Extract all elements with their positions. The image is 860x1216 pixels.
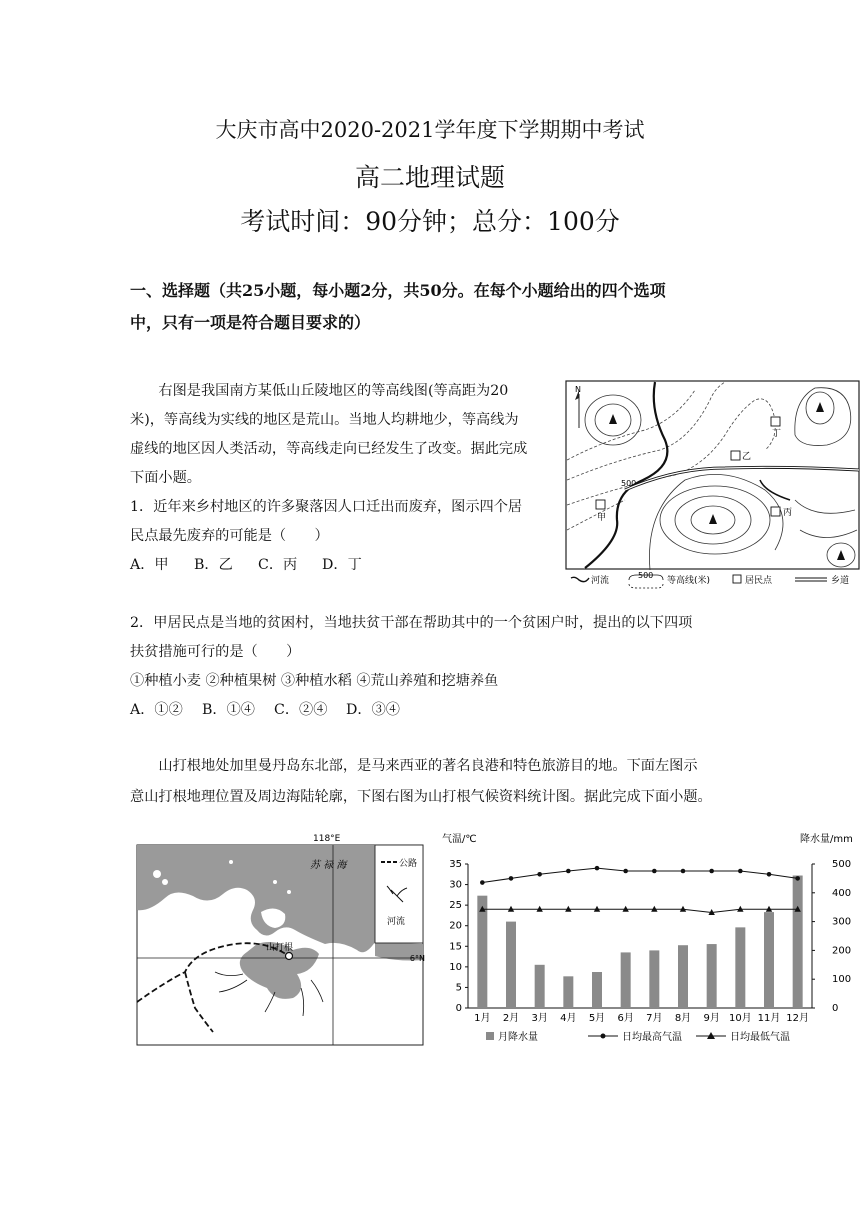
- city-marker: [286, 953, 293, 960]
- passage-2: 山打根地处加里曼丹岛东北部，是马来西亚的著名良港和特色旅游目的地。下面左图示 意山打根地理位置及周边海陆轮廓，下图右图为山打根气候资料统计图。据此完成下面小题。: [130, 758, 712, 805]
- right-tick-label: 300: [832, 916, 852, 928]
- x-tick-label: 7月: [646, 1013, 663, 1024]
- settlement-jia: [596, 500, 605, 509]
- right-tick-label: 0: [832, 1003, 839, 1014]
- sea-label: 苏 禄 海: [310, 860, 347, 871]
- left-tick-label: 10: [449, 961, 462, 973]
- svg-text:丁: 丁: [772, 429, 782, 439]
- left-tick-label: 25: [449, 900, 462, 912]
- option-d[interactable]: D．丁: [322, 557, 362, 573]
- x-tick-label: 3月: [531, 1013, 548, 1024]
- x-tick-label: 11月: [757, 1013, 781, 1024]
- max-temp-point: [623, 869, 628, 874]
- subject-title: 高二地理试题: [354, 163, 505, 192]
- max-temp-point: [795, 876, 800, 881]
- svg-text:乙: 乙: [742, 452, 752, 462]
- svg-text:河流: 河流: [591, 576, 610, 586]
- city-label: 山打根: [266, 943, 294, 953]
- max-temp-point: [509, 876, 514, 881]
- section-heading: 一、选择题（共25小题，每小题2分，共50分。在每个小题给出的四个选项 中，只有一项是符合题目要求的）: [130, 281, 666, 332]
- precip-bar: [563, 976, 573, 1008]
- x-tick-label: 1月: [474, 1013, 491, 1024]
- exam-info: 考试时间：90分钟；总分：100分: [240, 207, 620, 236]
- x-tick-label: 5月: [588, 1013, 606, 1024]
- min-temp-line: [482, 909, 797, 912]
- max-temp-point: [652, 869, 657, 874]
- left-axis-label: 气温/℃: [442, 834, 477, 845]
- left-tick-label: 0: [455, 1003, 462, 1014]
- legend-road: 公路: [399, 859, 418, 869]
- map1-legend: [571, 571, 849, 588]
- max-temp-point: [537, 872, 542, 877]
- x-tick-label: 9月: [703, 1013, 720, 1024]
- option-b[interactable]: B．乙: [194, 557, 233, 573]
- precip-bar: [735, 927, 745, 1008]
- right-tick-label: 100: [832, 974, 852, 986]
- max-temp-point: [566, 869, 571, 874]
- precip-bar: [592, 972, 602, 1008]
- max-temp-point: [738, 869, 743, 874]
- max-temp-point: [480, 880, 485, 885]
- precip-bar: [621, 952, 631, 1008]
- question-1-options: [130, 551, 560, 580]
- svg-text:500: 500: [638, 571, 654, 580]
- right-tick-label: 400: [832, 887, 852, 899]
- north-label: N: [575, 385, 581, 394]
- exam-title: 大庆市高中2020-2021学年度下学期期中考试: [215, 118, 645, 142]
- settlement-yi: [731, 451, 740, 460]
- chart-legend: [486, 1030, 790, 1043]
- svg-text:等高线(米): 等高线(米): [667, 576, 711, 586]
- climate-chart: [428, 832, 860, 1047]
- x-tick-label: 10月: [728, 1013, 752, 1024]
- left-tick-label: 35: [449, 859, 462, 870]
- precip-bar: [764, 912, 774, 1008]
- left-tick-label: 15: [449, 941, 462, 953]
- question-2-items: ①种植小麦 ②种植果树 ③种植水稻 ④荒山养殖和挖塘养鱼: [130, 673, 499, 689]
- longitude-label: 118°E: [313, 834, 341, 844]
- contour-map: [565, 380, 860, 590]
- question-2: 2．甲居民点是当地的贫困村，当地扶贫干部在帮助其中的一个贫困户时，提出的以下四项 扶贫措施可行的是（ ） ①种植小麦 ②种植果树 ③种植水稻 ④荒山养殖和挖塘养鱼 A．①② B．①④ C．②④ D．③④: [130, 609, 750, 725]
- precip-bar: [793, 876, 803, 1008]
- left-tick-label: 5: [455, 982, 462, 994]
- max-temp-point: [681, 869, 686, 874]
- precip-bar: [678, 945, 688, 1008]
- legend-min-temp: 日均最低气温: [730, 1032, 790, 1043]
- precip-bar: [535, 965, 545, 1008]
- max-temp-point: [595, 866, 600, 871]
- x-tick-label: 12月: [786, 1013, 810, 1024]
- settlement-ding: [771, 417, 780, 426]
- left-tick-label: 30: [449, 879, 462, 891]
- max-temp-point: [709, 869, 714, 874]
- x-tick-label: 6月: [617, 1013, 634, 1024]
- svg-text:乡道: 乡道: [831, 576, 850, 586]
- x-tick-label: 4月: [560, 1013, 577, 1024]
- right-tick-label: 200: [832, 945, 852, 957]
- max-temp-point: [767, 872, 772, 877]
- precip-bar: [707, 944, 717, 1008]
- contour-value-label: 500: [621, 479, 637, 488]
- max-temp-line: [482, 868, 797, 882]
- precip-bar: [506, 922, 516, 1008]
- option-a[interactable]: A．①②: [130, 702, 183, 718]
- legend-max-temp: 日均最高气温: [622, 1032, 682, 1043]
- svg-text:丙: 丙: [783, 508, 793, 518]
- sandakan-map: [135, 832, 425, 1047]
- svg-text:甲: 甲: [597, 513, 607, 523]
- option-d[interactable]: D．③④: [346, 702, 400, 718]
- option-a[interactable]: A．甲: [130, 557, 169, 573]
- option-b[interactable]: B．①④: [202, 702, 255, 718]
- legend-precip: 月降水量: [498, 1032, 538, 1043]
- precip-bar: [477, 896, 487, 1008]
- svg-text:居民点: 居民点: [745, 576, 773, 586]
- latitude-label: 6°N: [409, 954, 425, 963]
- question-2-options: [130, 696, 750, 725]
- settlement-bing: [771, 507, 780, 516]
- right-tick-label: 500: [832, 859, 852, 870]
- right-axis-label: 降水量/mm: [800, 834, 853, 845]
- option-c[interactable]: C．丙: [258, 557, 298, 573]
- x-tick-label: 2月: [502, 1013, 520, 1024]
- option-c[interactable]: C．②④: [274, 702, 328, 718]
- passage-1: 右图是我国南方某低山丘陵地区的等高线图(等高距为20 米)，等高线为实线的地区是荒山。当地人均耕地少，等高线为 虚线的地区因人类活动，等高线走向已经发生了改变。据此完成 下面小题。 1．近年来乡村地区的许多聚落因人口迁出而废弃，图示四个居 民点最先废弃的可能是（ ） A．甲 B．乙 C．丙 D．丁: [130, 377, 560, 580]
- left-tick-label: 20: [449, 920, 462, 932]
- precip-bar: [649, 950, 659, 1008]
- question-1: 1．近年来乡村地区的许多聚落因人口迁出而废弃，图示四个居 民点最先废弃的可能是（ ） A．甲 B．乙 C．丙 D．丁: [130, 493, 560, 580]
- legend-river: 河流: [387, 917, 406, 927]
- x-tick-label: 8月: [674, 1013, 692, 1024]
